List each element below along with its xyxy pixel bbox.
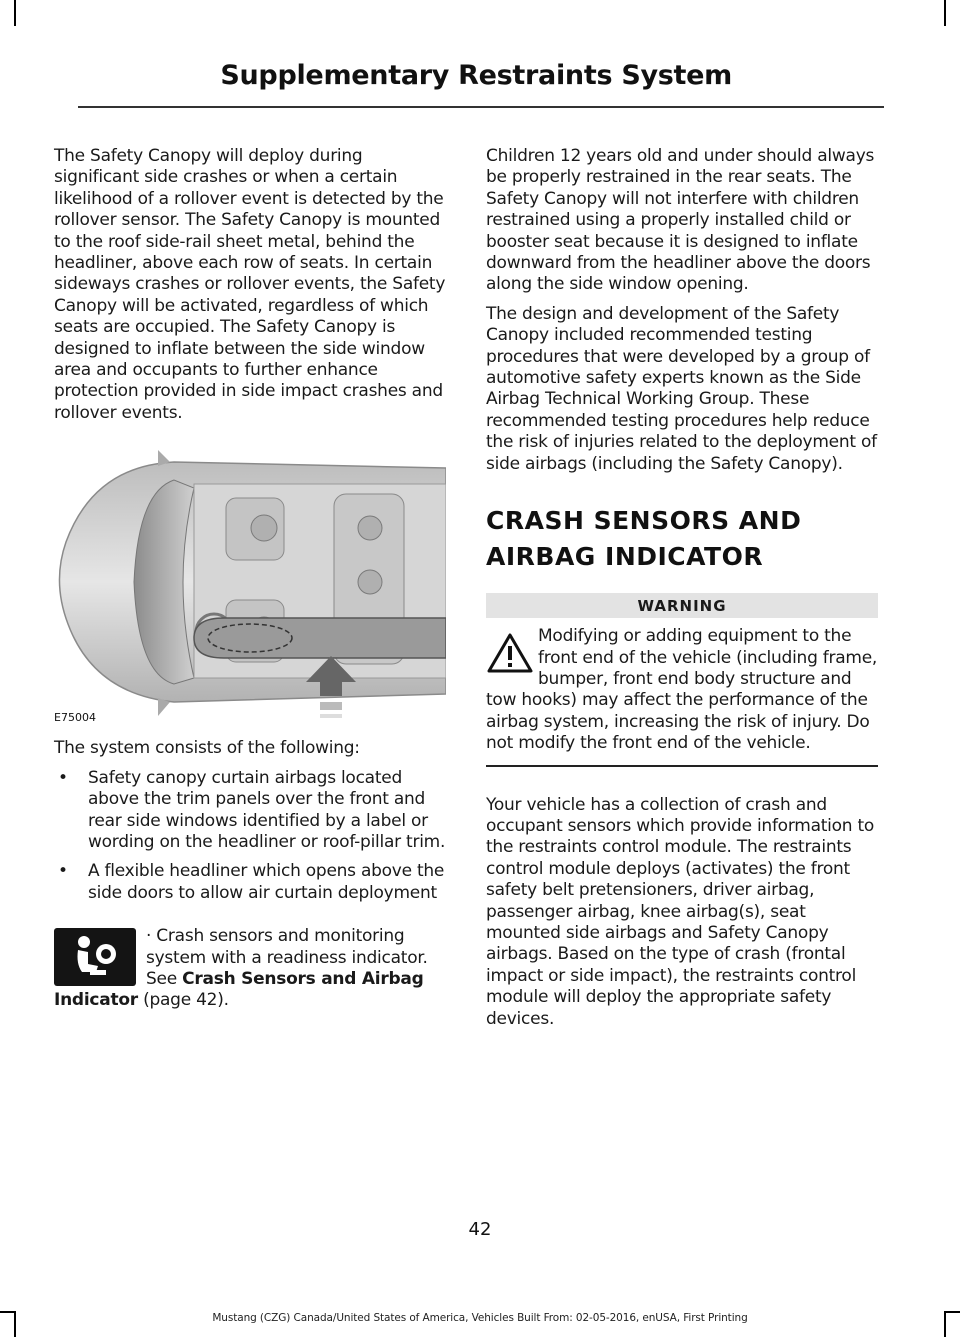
sensors-paragraph: Your vehicle has a collection of crash and occupant sensors which provide information to the restraints control module. The restraints control module deploys (activates) the front safety belt pretensioners, driver airbag, passenger airbag, knee airbag(s), seat mounted side airbags and Safety Canopy airbags. Based on the type of crash (frontal impact or side impact), the restraints control module will deploy the appropriate safety devices. xyxy=(486,794,875,1029)
children-paragraph: Children 12 years old and under should always be properly restrained in the rear seats. The Safety Canopy will not interfere with children restrained using a properly installed child or booster seat because it is designed to inflate downward from the headliner above the doors along the side window opening. xyxy=(486,146,875,295)
crop-mark-top-right xyxy=(944,0,946,26)
system-intro: The system consists of the following: xyxy=(54,738,360,759)
warning-triangle-icon xyxy=(486,632,534,674)
impact-arrow-icon xyxy=(306,656,356,720)
indicator-page-ref: (page 42). xyxy=(137,990,229,1011)
list-item xyxy=(54,861,446,904)
page-number: 42 xyxy=(468,1219,492,1240)
section-heading-line2: AIRBAG INDICATOR xyxy=(486,542,764,572)
bullet-mark: • xyxy=(58,861,68,882)
list-item-text: Safety canopy curtain airbags located above the trim panels over the front and rear side windows identified by a label or wording on the headliner or roof-pillar trim. xyxy=(88,767,446,852)
warning-text: Modifying or adding equipment to the front end of the vehicle (including frame, bumper, front end body structure and tow hooks) may affect the performance of the airbag system, increasing the risk of injury. Do not modify the front end of the vehicle. xyxy=(486,626,878,754)
bullet-mark: • xyxy=(58,767,68,788)
intro-paragraph: The Safety Canopy will deploy during significant side crashes or when a certain likelihood of a rollover event is detected by the rollover sensor. The Safety Canopy is mounted to the roof side-rail sheet metal, behind the headliner, above each row of seats. In certain sideways crashes or rollover events, the Safety Canopy will be activated, regardless of which seats are occupied. The Safety Canopy is designed to inflate between the side window area and occupants to further enhance protection provided in side impact crashes and rollover events. xyxy=(54,146,446,423)
figure-label: E75004 xyxy=(54,711,96,725)
crop-mark-top-left xyxy=(14,0,16,26)
design-paragraph: The design and development of the Safety Canopy included recommended testing procedures that were developed by a group of automotive safety experts known as the Side Airbag Technical Working Group. These recommended testing procedures help reduce the risk of injuries related to the deployment of side airbags (including the Safety Canopy). xyxy=(486,303,877,474)
warning-header: WARNING xyxy=(486,593,878,618)
system-components-list xyxy=(54,768,446,904)
indicator-block xyxy=(54,926,446,1012)
list-item xyxy=(54,768,446,854)
vehicle-figure xyxy=(54,432,446,724)
page-title: Supplementary Restraints System xyxy=(220,60,732,91)
section-heading-line1: CRASH SENSORS AND xyxy=(486,506,802,536)
left-column xyxy=(54,146,446,1012)
list-item-text: A flexible headliner which opens above the side doors to allow air curtain deployment xyxy=(88,861,445,903)
section-heading xyxy=(486,503,878,575)
safety-canopy-vehicle-illustration xyxy=(54,432,446,724)
warning-body xyxy=(486,626,878,766)
airbag-indicator-icon xyxy=(54,928,136,986)
header-rule xyxy=(78,106,884,108)
indicator-text: · Crash sensors and monitoring system with a readiness indicator. See xyxy=(146,926,428,989)
crash-sensors-xref-link[interactable]: Crash Sensors and Airbag Indicator xyxy=(54,968,424,1011)
footer: Mustang (CZG) Canada/United States of America, Vehicles Built From: 02-05-2016, enUSA, First Printing xyxy=(212,1312,748,1324)
right-column xyxy=(486,146,878,1038)
